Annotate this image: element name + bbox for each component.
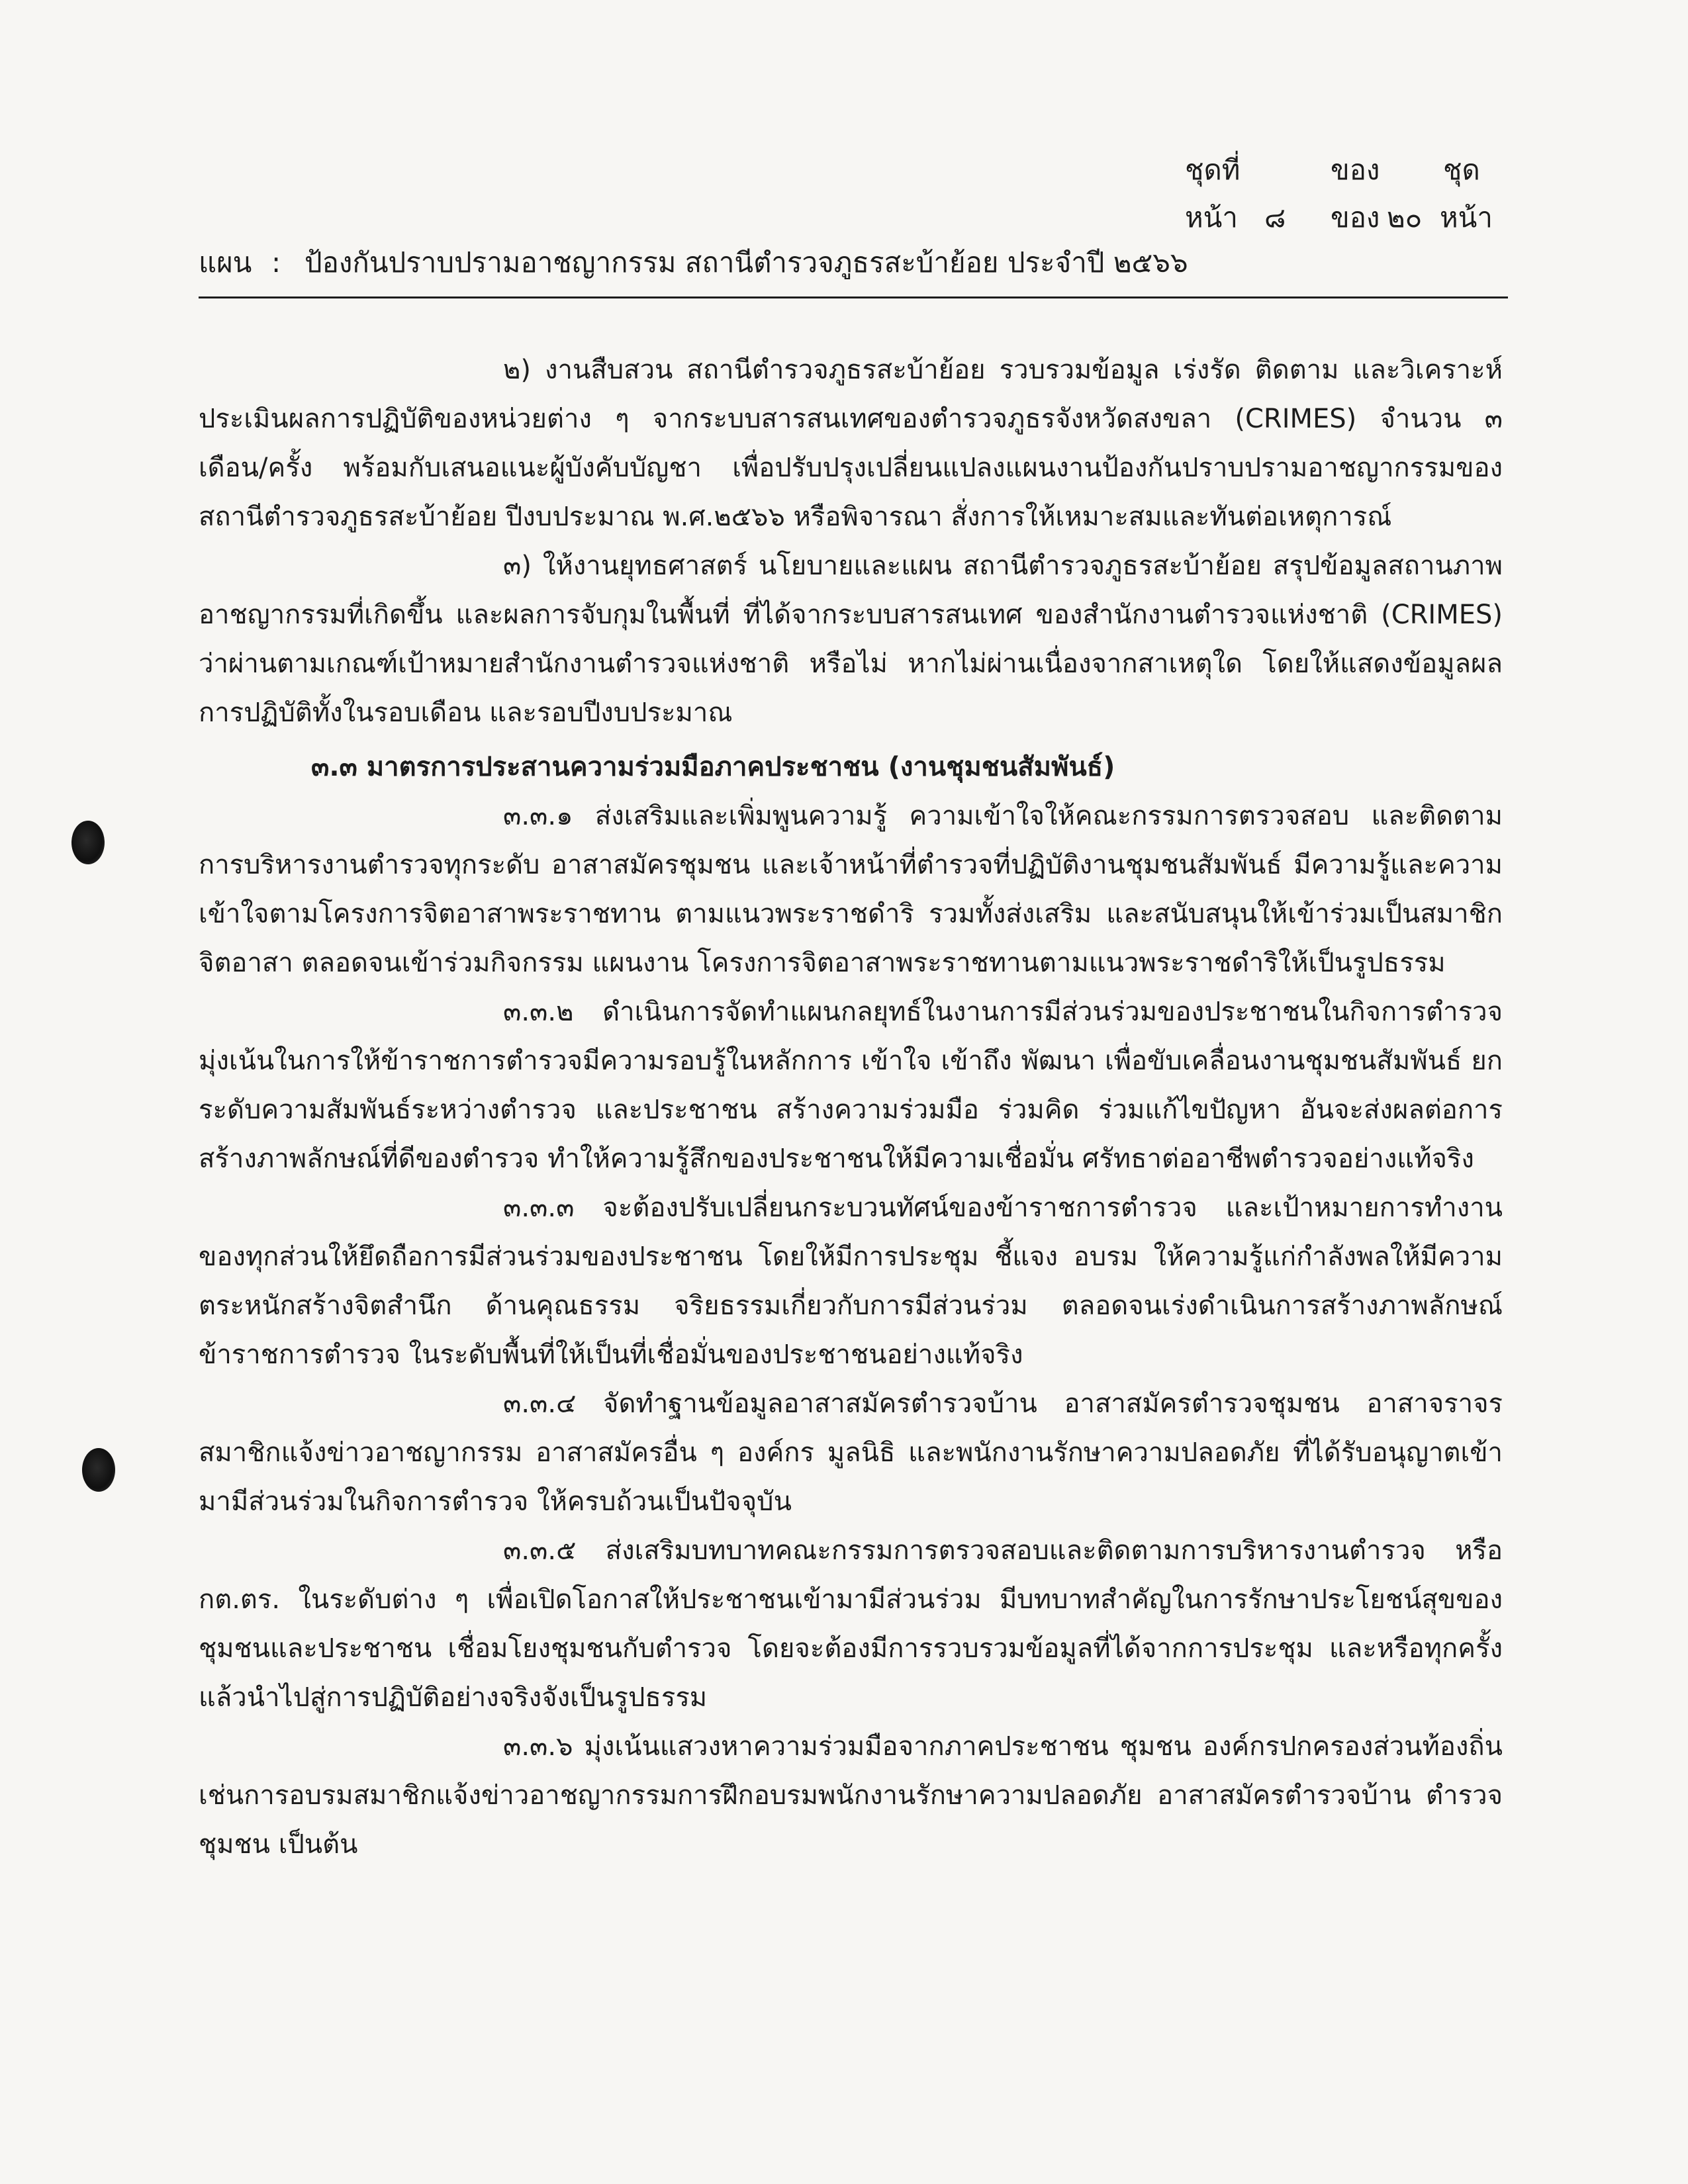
punch-hole (71, 821, 105, 864)
page-unit: หน้า (1440, 201, 1493, 234)
section-heading: ๓.๓ มาตรการประสานความร่วมมือภาคประชาชน (งานชุมชนสัมพันธ์) (311, 752, 1115, 782)
header-divider (199, 296, 1508, 298)
item-3-3-2: ๓.๓.๒ ดำเนินการจัดทำแผนกลยุทธ์ในงานการมีส่วนร่วมของประชาชนในกิจการตำรวจ มุ่งเน้นในการให้ข้าราชการตำรวจมีความรอบรู้ในหลักการ เข้าใจ เข้าถึง พัฒนา เพื่อขับเคลื่อนงานชุมชนสัมพันธ์ ยกระดับความสัมพันธ์ระหว่างตำรวจ และประชาชน สร้างความร่วมมือ ร่วมคิด ร่วมแก้ไขปัญหา อันจะส่งผลต่อการสร้างภาพลักษณ์ที่ดีของตำรวจ ทำให้ความรู้สึกของประชาชนให้มีความเชื่อมั่น ศรัทธาต่ออาชีพตำรวจอย่างแท้จริง (199, 997, 1503, 1174)
item-3-3-3: ๓.๓.๓ จะต้องปรับเปลี่ยนกระบวนทัศน์ของข้าราชการตำรวจ และเป้าหมายการทำงานของทุกส่วนให้ยึดถือการมีส่วนร่วมของประชาชน โดยให้มีการประชุม ชี้แจง อบรม ให้ความรู้แก่กำลังพลให้มีความตระหนักสร้างจิตสำนึก ด้านคุณธรรม จริยธรรมเกี่ยวกับการมีส่วนร่วม ตลอดจนเร่งดำเนินการสร้างภาพลักษณ์ข้าราชการตำรวจ ในระดับพื้นที่ให้เป็นที่เชื่อมั่นของประชาชนอย่างแท้จริง (199, 1193, 1503, 1370)
page-label: หน้า (1185, 201, 1238, 234)
paragraph-2: ๒) งานสืบสวน สถานีตำรวจภูธรสะบ้าย้อย รวบรวมข้อมูล เร่งรัด ติดตาม และวิเคราะห์ประเมินผลการปฏิบัติของหน่วยต่าง ๆ จากระบบสารสนเทศของตำรวจภูธรจังหวัดสงขลา (CRIMES) จำนวน ๓ เดือน/ครั้ง พร้อมกับเสนอแนะผู้บังคับบัญชา เพื่อปรับปรุงเปลี่ยนแปลงแผนงานป้องกันปราบปรามอาชญากรรมของสถานีตำรวจภูธรสะบ้าย้อย ปีงบประมาณ พ.ศ.๒๕๖๖ หรือพิจารณา สั่งการให้เหมาะสมและทันต่อเหตุการณ์ (199, 355, 1503, 532)
punch-hole (82, 1448, 115, 1492)
total-pages: ๒๐ (1387, 201, 1423, 234)
of-label: ของ (1331, 201, 1380, 234)
set-label: ชุดที่ (1185, 154, 1241, 186)
set-unit: ชุด (1443, 154, 1480, 186)
item-3-3-5: ๓.๓.๕ ส่งเสริมบทบาทคณะกรรมการตรวจสอบและติดตามการบริหารงานตำรวจ หรือ กต.ตร. ในระดับต่าง ๆ เพื่อเปิดโอกาสให้ประชาชนเข้ามามีส่วนร่วม มีบทบาทสำคัญในการรักษาประโยชน์สุขของชุมชนและประชาชน เชื่อมโยงชุมชนกับตำรวจ โดยจะต้องมีการรวบรวมข้อมูลที่ได้จากการประชุม และหรือทุกครั้งแล้วนำไปสู่การปฏิบัติอย่างจริงจังเป็นรูปธรรม (199, 1535, 1503, 1713)
paragraph-3: ๓) ให้งานยุทธศาสตร์ นโยบายและแผน สถานีตำรวจภูธรสะบ้าย้อย สรุปข้อมูลสถานภาพอาชญากรรมที่เกิดขึ้น และผลการจับกุมในพื้นที่ ที่ได้จากระบบสารสนเทศ ของสำนักงานตำรวจแห่งชาติ (CRIMES) ว่าผ่านตามเกณฑ์เป้าหมายสำนักงานตำรวจแห่งชาติ หรือไม่ หากไม่ผ่านเนื่องจากสาเหตุใด โดยให้แสดงข้อมูลผลการปฏิบัติทั้งในรอบเดือน และรอบปีงบประมาณ (199, 551, 1503, 728)
item-3-3-4: ๓.๓.๔ จัดทำฐานข้อมูลอาสาสมัครตำรวจบ้าน อาสาสมัครตำรวจชุมชน อาสาจราจร สมาชิกแจ้งข่าวอาชญากรรม อาสาสมัครอื่น ๆ องค์กร มูลนิธิ และพนักงานรักษาความปลอดภัย ที่ได้รับอนุญาตเข้ามามีส่วนร่วมในกิจการตำรวจ ให้ครบถ้วนเป็นปัจจุบัน (199, 1388, 1503, 1517)
document-body (199, 345, 1503, 1869)
item-3-3-6: ๓.๓.๖ มุ่งเน้นแสวงหาความร่วมมือจากภาคประชาชน ชุมชน องค์กรปกครองส่วนท้องถิ่นเช่นการอบรมสมาชิกแจ้งข่าวอาชญากรรมการฝึกอบรมพนักงานรักษาความปลอดภัย อาสาสมัครตำรวจบ้าน ตำรวจชุมชน เป็นต้น (199, 1731, 1503, 1860)
item-3-3-1: ๓.๓.๑ ส่งเสริมและเพิ่มพูนความรู้ ความเข้าใจให้คณะกรรมการตรวจสอบ และติดตามการบริหารงานตำรวจทุกระดับ อาสาสมัครชุมชน และเจ้าหน้าที่ตำรวจที่ปฏิบัติงานชุมชนสัมพันธ์ มีความรู้และความเข้าใจตามโครงการจิตอาสาพระราชทาน ตามแนวพระราชดำริ รวมทั้งส่งเสริม และสนับสนุนให้เข้าร่วมเป็นสมาชิกจิตอาสา ตลอดจนเข้าร่วมกิจกรรม แผนงาน โครงการจิตอาสาพระราชทานตามแนวพระราชดำริให้เป็นรูปธรรม (199, 801, 1503, 978)
plan-title-line (199, 241, 1188, 285)
plan-separator: : (271, 246, 281, 279)
of-label: ของ (1331, 154, 1380, 186)
page-number: ๘ (1264, 201, 1286, 234)
plan-title: ป้องกันปราบปรามอาชญากรรม สถานีตำรวจภูธรสะบ้าย้อย ประจำปี ๒๕๖๖ (305, 246, 1188, 279)
plan-label: แผน (199, 246, 252, 279)
